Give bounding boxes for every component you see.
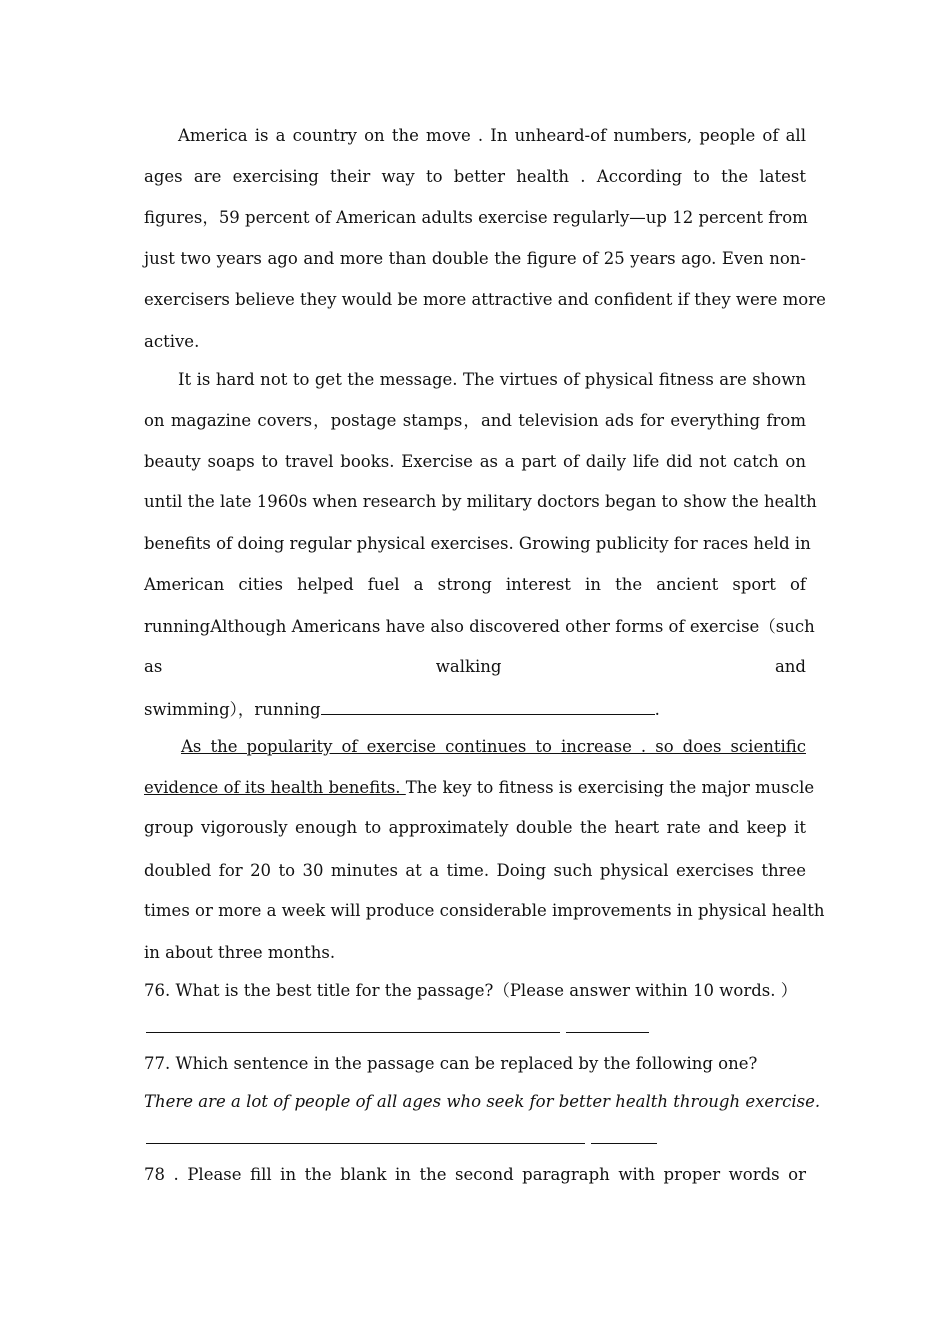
p1-line-6: active.	[144, 332, 200, 351]
p2-line-8	[144, 657, 806, 677]
answer-blank[interactable]	[321, 700, 655, 715]
p2-word-and: and	[774, 657, 806, 676]
answer-line-76b[interactable]	[566, 1032, 649, 1033]
p2-line-4: until the late 1960s when research by military doctors began to show the health	[144, 492, 817, 511]
p2-word-as: as	[144, 657, 163, 676]
p2-line-7: runningAlthough Americans have also discovered other forms of exercise（such	[144, 617, 815, 636]
answer-line-77a[interactable]	[146, 1143, 585, 1144]
p1-line-5: exercisers believe they would be more attractive and confident if they were more	[144, 290, 826, 309]
p3-line-3: group vigorously enough to approximately double the heart rate and keep it	[144, 818, 806, 837]
p2-word-walking: walking	[435, 657, 502, 676]
p2-line-5: benefits of doing regular physical exercises. Growing publicity for races held in	[144, 534, 811, 553]
p2-line-2: on magazine covers，postage stamps，and television ads for everything from	[144, 411, 806, 430]
p1-line-1: America is a country on the move . In unheard-of numbers, people of all	[178, 126, 806, 145]
p1-line-4: just two years ago and more than double the figure of 25 years ago. Even non-	[144, 249, 806, 268]
answer-line-76a[interactable]	[146, 1032, 560, 1033]
p1-line-3: figures，59 percent of American adults exercise regularly—up 12 percent from	[144, 208, 808, 227]
question-78: 78 . Please fill in the blank in the second paragraph with proper words or	[144, 1165, 806, 1184]
p3-line-6: in about three months.	[144, 943, 336, 962]
p1-line-2: ages are exercising their way to better health . According to the latest	[144, 167, 806, 186]
p3-line-2-rest: The key to fitness is exercising the major muscle	[405, 778, 815, 797]
p2-line-9	[144, 700, 806, 720]
p2-line-3: beauty soaps to travel books. Exercise as a part of daily life did not catch on	[144, 452, 806, 471]
question-76: 76. What is the best title for the passage?（Please answer within 10 words. ）	[144, 981, 798, 1000]
p3-line-5: times or more a week will produce considerable improvements in physical health	[144, 901, 825, 920]
question-77-sentence: There are a lot of people of all ages who seek for better health through exercise.	[144, 1092, 821, 1111]
p3-line-4: doubled for 20 to 30 minutes at a time. Doing such physical exercises three	[144, 861, 806, 880]
question-77: 77. Which sentence in the passage can be replaced by the following one?	[144, 1054, 758, 1073]
p3-underlined-line: As the popularity of exercise continues to increase . so does scientific	[181, 737, 806, 756]
answer-line-77b[interactable]	[591, 1143, 657, 1144]
p3-line-2	[144, 778, 815, 798]
p2-line-6: American cities helped fuel a strong interest in the ancient sport of	[144, 575, 806, 594]
p2-line-9-period: .	[654, 700, 660, 719]
p3-underlined-start: evidence of its health benefits.	[144, 778, 406, 797]
p2-line-9-text: swimming），running	[144, 700, 321, 719]
p2-line-1: It is hard not to get the message. The virtues of physical fitness are shown	[178, 370, 806, 389]
